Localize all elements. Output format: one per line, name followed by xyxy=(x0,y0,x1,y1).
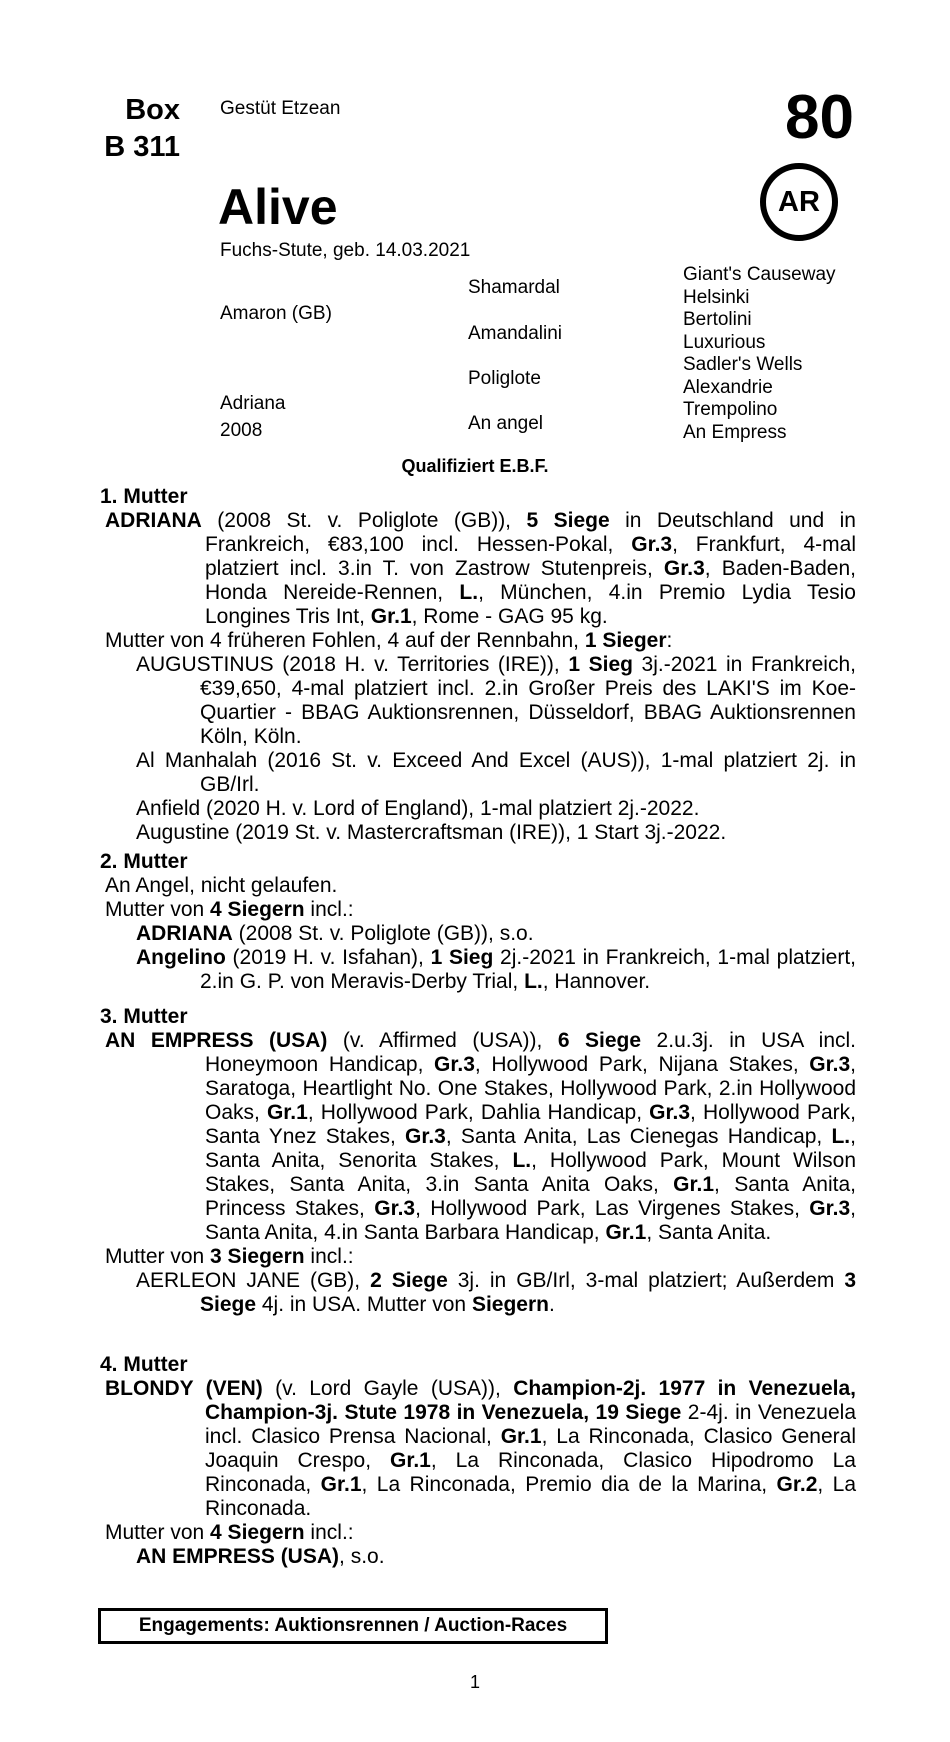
page-number: 1 xyxy=(469,1672,480,1692)
section-title: 2. Mutter xyxy=(100,850,188,873)
pedigree-sire-sire: Shamardal xyxy=(468,277,560,298)
foal-entry: Anfield (2020 H. v. Lord of England), 1-mal platziert 2j.-2022. xyxy=(136,797,700,820)
ar-badge-text: AR xyxy=(778,185,820,218)
box-word: Box xyxy=(125,94,180,126)
dam-record: An Angel, nicht gelaufen. xyxy=(105,874,338,897)
pedigree-dam-sire: Poliglote xyxy=(468,368,541,389)
pedigree-gen3-8: An Empress xyxy=(683,422,787,443)
pedigree-gen3-3: Bertolini xyxy=(683,309,752,330)
foal-entry: Al Manhalah (2016 St. v. Exceed And Excel (AUS)), 1-mal platziert 2j. in GB/Irl. xyxy=(136,749,856,796)
pedigree-dam-dam: An angel xyxy=(468,413,544,434)
section-title: 3. Mutter xyxy=(100,1005,188,1028)
foal-entry: ADRIANA (2008 St. v. Poliglote (GB)), s.o. xyxy=(136,922,534,945)
pedigree-gen3-1: Giant's Causeway xyxy=(683,264,836,285)
engagements-box xyxy=(98,1608,608,1644)
foals-summary: Mutter von 3 Siegern incl.: xyxy=(105,1245,354,1268)
foals-summary: Mutter von 4 früheren Fohlen, 4 auf der Rennbahn, 1 Sieger: xyxy=(105,629,673,652)
pedigree-gen3-7: Trempolino xyxy=(683,399,778,420)
pedigree-dam: Adriana xyxy=(220,393,286,414)
section-mutter-2 xyxy=(100,850,856,994)
pedigree-gen3-6: Alexandrie xyxy=(683,377,773,398)
dam-record: ADRIANA (2008 St. v. Poliglote (GB)), 5 Siege in Deutschland und in Frankreich, €83,100 incl. Hessen-Pokal, Gr.3, Frankfurt, 4-mal platziert incl. 3.in T. von Zastrow Stutenpreis, Gr.3, Baden-Baden, Honda Nereide-Rennen, L., München, 4.in Premio Lydia Tesio Longines Tris Int, Gr.1, Rome - GAG 95 kg. xyxy=(105,509,856,628)
foal-entry: AN EMPRESS (USA), s.o. xyxy=(136,1545,385,1568)
pedigree-gen3-4: Luxurious xyxy=(683,332,766,353)
horse-description: Fuchs-Stute, geb. 14.03.2021 xyxy=(220,240,471,261)
breeder: Gestüt Etzean xyxy=(220,98,341,119)
section-title: 1. Mutter xyxy=(100,485,188,508)
foal-entry: Augustine (2019 St. v. Mastercraftsman (IRE)), 1 Start 3j.-2022. xyxy=(136,821,727,844)
foals-summary: Mutter von 4 Siegern incl.: xyxy=(105,898,354,921)
pedigree-gen3-5: Sadler's Wells xyxy=(683,354,803,375)
box-number: B 311 xyxy=(104,131,180,163)
dam-record: AN EMPRESS (USA) (v. Affirmed (USA)), 6 Siege 2.u.3j. in USA incl. Honeymoon Handicap, Gr.3, Hollywood Park, Nijana Stakes, Gr.3, Saratoga, Heartlight No. One Stakes, Hollywood Park, 2.in Hollywood Oaks, Gr.1, Hollywood Park, Dahlia Handicap, Gr.3, Hollywood Park, Santa Ynez Stakes, Gr.3, Santa Anita, Las Cienegas Handicap, L., Santa Anita, Senorita Stakes, L., Hollywood Park, Mount Wilson Stakes, Santa Anita, 3.in Santa Anita Oaks, Gr.1, Santa Anita, Princess Stakes, Gr.3, Hollywood Park, Las Virgenes Stakes, Gr.3, Santa Anita, 4.in Santa Barbara Handicap, Gr.1, Santa Anita. xyxy=(105,1029,856,1244)
lot-number: 80 xyxy=(785,83,854,152)
horse-name: Alive xyxy=(218,179,338,235)
dam-record: BLONDY (VEN) (v. Lord Gayle (USA)), Champion-2j. 1977 in Venezuela, Champion-3j. Stute 1978 in Venezuela, 19 Siege 2-4j. in Venezuela incl. Clasico Prensa Nacional, Gr.1, La Rinconada, Clasico General Joaquin Crespo, Gr.1, La Rinconada, Clasico Hipodromo La Rinconada, Gr.1, La Rinconada, Premio dia de la Marina, Gr.2, La Rinconada. xyxy=(105,1377,856,1520)
foal-entry: Angelino (2019 H. v. Isfahan), 1 Sieg 2j.-2021 in Frankreich, 1-mal platziert, 2.in G. P. von Meravis-Derby Trial, L., Hannover. xyxy=(136,946,857,993)
section-title: 4. Mutter xyxy=(100,1353,188,1376)
pedigree-sire: Amaron (GB) xyxy=(220,303,332,324)
qualification: Qualifiziert E.B.F. xyxy=(401,456,549,476)
pedigree-gen3-2: Helsinki xyxy=(683,287,750,308)
section-mutter-4 xyxy=(100,1353,856,1569)
foal-entry: AUGUSTINUS (2018 H. v. Territories (IRE)), 1 Sieg 3j.-2021 in Frankreich, €39,650, 4-mal platziert incl. 2.in Großer Preis des LAKI'S im Koe-Quartier - BBAG Auktionsrennen, Düsseldorf, BBAG Auktionsrennen Köln, Köln. xyxy=(136,653,856,748)
box-label xyxy=(100,92,180,166)
section-mutter-1 xyxy=(100,485,856,845)
foals-summary: Mutter von 4 Siegern incl.: xyxy=(105,1521,354,1544)
pedigree-sire-dam: Amandalini xyxy=(468,323,562,344)
pedigree-dam-year: 2008 xyxy=(220,420,263,441)
section-mutter-3 xyxy=(100,1005,856,1317)
foal-entry: AERLEON JANE (GB), 2 Siege 3j. in GB/Irl, 3-mal platziert; Außerdem 3 Siege 4j. in USA. Mutter von Siegern. xyxy=(136,1269,856,1316)
ar-badge xyxy=(760,163,838,241)
engagements-text: Engagements: Auktionsrennen / Auction-Races xyxy=(138,1615,568,1636)
